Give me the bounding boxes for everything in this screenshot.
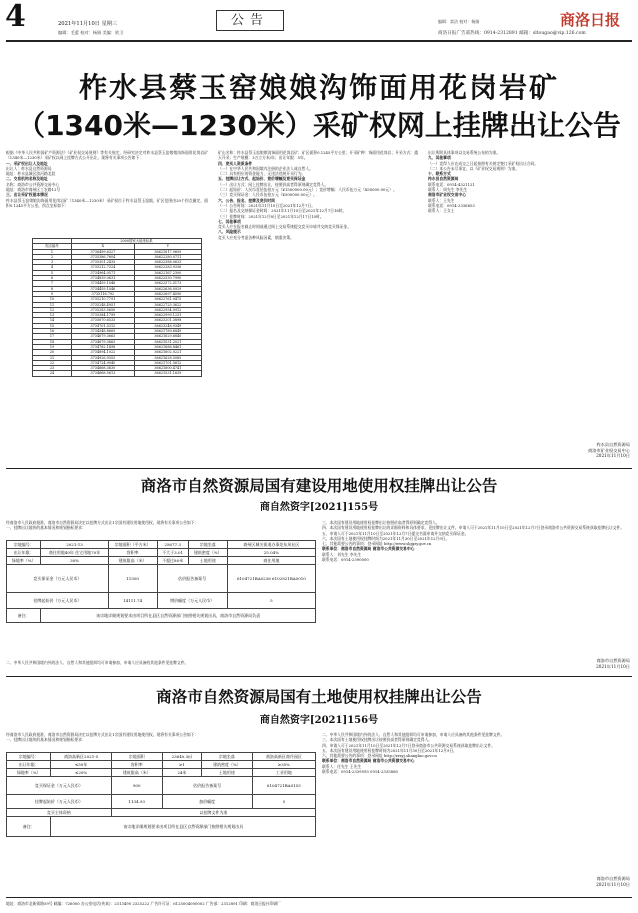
coord-cell: 11 [33,302,72,307]
coord-cell: 36623201.3898 [134,318,201,323]
notice2-text: 五、申请人可于2021年11月10日至2021年12月7日提交书面申请并交纳竞买保证金。 [322,530,469,536]
coord-cell: 24 [33,371,72,376]
table-cell: 建筑限高（米） [111,769,162,777]
coord-cell: 13 [33,313,72,318]
notice3-text: 六、其他需要公告的事项：登录网址 http://zrzyj.shangluo.gov.cn [322,753,437,759]
table-cell: 建筑密度（%） [188,549,227,557]
notice2-text: 二、中华人民共和国境内外的法人、自然人和其他组织均可申请参加，申请人应具备的其他条件见挂牌文件。 [6,660,189,665]
coord-cell: 3734782.1498 [72,344,135,349]
table-cell: 商住用地 [227,557,315,565]
notice3-intro: 经商洛市人民政府批准，商洛市自然资源局决定以挂牌方式出让1宗国有建设用地使用权。现将有关事项公告如下： [6,732,199,737]
notice2-intro: 经商洛市人民政府批准，商洛市自然资源局决定以挂牌方式出让1宗国有建设用地使用权。现将有关事项公告如下： [6,520,199,525]
notice1-heading: 十、联系方式 [428,171,451,177]
notice3-intro-block [6,732,314,743]
coord-cell: 3734839.0631 [72,276,135,281]
table-cell: 建筑限高（米） [108,557,157,565]
notice1-text: （一）公告时间：2021年11月10日至2021年12月7日。 [218,202,315,208]
notice3-right-col [322,732,632,774]
notice1-text: 柞水县蔡玉窑娘娘沟饰面用花岗岩矿（1340米—1230米）采矿权位于柞水县蔡玉窑镇，矿区范围由20个拐点圈定，面积0.1245平方公里。拐点坐标如下： [6,197,208,208]
notice2-contact: 联系人：刘先生 李先生 [322,551,362,557]
table-cell: 23640.3㎡ [162,753,201,761]
notice1-text: 矿山名称：柞水县蔡玉窑娘娘沟饰面用花岗岩矿；矿区面积0.1245平方公里；开采矿种：饰面用花岗岩；开采方式：露天开采；生产规模：3万立方米/年；出让年限：5年。 [218,150,418,161]
notice3-contact: 联系单位：商洛市自然资源局 商洛市公共资源交易中心 [322,758,415,764]
coord-table-caption: 2000国家大地坐标系 [72,239,202,244]
notice3-contact: 联系电话：0914-2339593 0914-2335880 [322,769,398,775]
coord-cell: 36621686.8461 [134,344,201,349]
table-cell: 1134.93 [111,795,162,809]
table-cell: 商住用地40年 住宅用地70年 [41,549,108,557]
section-divider [6,468,632,469]
table-cell: 商州区城关街道办事处东风社区 [227,541,315,549]
table-cell: 25.04% [227,549,315,557]
coord-cell: 36622280.0711 [134,254,201,259]
signature-date: 2021年11月10日 [596,453,630,459]
table-cell: 容积率 [111,761,162,769]
coord-cell: 3734668.5613 [72,371,135,376]
coord-cell: 36622572.5173 [134,281,201,286]
coord-cell: 3735386.7604 [72,254,135,259]
coord-cell: 3734724.9040 [72,360,135,365]
coord-cell: 3734894.1022 [72,350,135,355]
coord-cell: 1 [33,249,72,254]
notice2-text: 三、本次国有建设用地使用权挂牌出让按照价高者得原则确定竞得人。 [322,520,440,525]
table-cell: 该宗地详细规划要求由项目所在县区自然资源部门按照相关规划出具，商洛市自然资源局负责 [41,609,316,623]
notice3-contact: 联系人：任先生 王先生 [322,763,362,769]
notice1-text: 出让人：柞水县自然资源局 [6,165,52,171]
coord-cell: 36621789.6849 [134,329,201,334]
table-cell: 以挂牌文件为准 [111,809,315,817]
table-cell: 宗地面积（平方米） [108,541,157,549]
coord-cell: 36622725.3622 [134,302,201,307]
notice3-text: 四、申请人可于2021年11月10日至2021年12月7日登录商洛市公共资源交易系统获取挂牌出让文件。 [322,742,495,748]
table-cell: 宗地编号： [7,541,41,549]
coord-cell: 36622999.1231 [134,313,201,318]
notice1-text: （一）在中华人民共和国境内注册的企业法人或自然人。 [218,165,313,171]
notice1-text: 名称：商洛市公共资源交易中心 [6,181,60,187]
coord-cell: 3734964.0571 [72,270,135,275]
coord-cell: 8 [33,286,72,291]
coord-cell: 3735283.5650 [72,307,135,312]
signature-org: 商洛市矿业权交易中心 [588,447,630,453]
notice1-col3 [428,150,632,214]
coord-cell: 3734459.1046 [72,281,135,286]
page-number: 4 [5,0,26,34]
newspaper-logo: 商洛日报 [560,11,621,29]
signature-org: 柞水县自然资源局 [596,442,630,447]
coord-head: X [72,244,135,249]
table-cell: ≤50年 [51,761,111,769]
footer-info: 地址：商洛市北新街路59号 邮编：726000 办公室电话(传真)：2313490 2325222 广告许可证：6125004000002 广告部：2312891 印刷：商洛日报社印刷厂 [6,901,281,906]
notice1-heading: 五、挂牌出让方式、起始价、竞价增幅及竞买保证金 [218,176,306,182]
notice1-heading: 八、风险提示 [218,229,241,235]
coord-cell: 20 [33,350,72,355]
coord-cell: 36621628.5085 [134,355,201,360]
notice2-text: 六、本次国有土地使用权挂牌时间为2021年11月30日至2021年12月9日。 [322,535,450,541]
notice2-text: 一、挂牌出让地块的基本情况和规划指标要求： [6,525,86,531]
table-cell: 900 [111,777,162,795]
notice1-text: 地址：商洛市商州区工农路12号 [6,187,61,193]
notice2-subtitle: 商自然资字[2021]155号 [259,502,379,513]
table-cell: 不超过80米 [157,557,188,565]
notice1-heading: 四、竞买人资质条件 [218,160,253,166]
table-cell: 估价报告备案号 [157,565,227,593]
coord-cell: 3734679.3663 [72,334,135,339]
coord-cell: 23 [33,366,72,371]
notice3-subtitle: 商自然资字[2021]156号 [259,715,379,726]
editor-credits: 编辑：毛蕾 校对：杨娟 美编：欧卫 [58,30,124,35]
table-cell: 挂牌起始价（万元人民币） [7,795,112,809]
contact-line: 联系人：王先生 [428,197,455,203]
notice2-signature [500,658,630,669]
notice1-text: （三）挂牌时间：2021年12月8日至2021年12月17日10时。 [218,213,324,219]
table-cell: 宗地坐落 [202,753,253,761]
coord-cell: 36621600.4741 [134,366,201,371]
contact-line: 联系人：王女士 [428,208,455,214]
notice1-text: （一）竞得人应在成交之日起按照有关规定签订采矿权出让合同。 [428,160,539,166]
coord-cell: 10 [33,297,72,302]
coord-cell: 36621701.5612 [134,360,201,365]
coord-cell: 36622761.9475 [134,297,201,302]
table-cell: 宗地面积 [111,753,162,761]
coord-cell: 9 [33,291,72,296]
notice1-heading: 六、公告、报名、挂牌及竞价时间 [218,197,275,203]
coord-head: Y [134,244,201,249]
table-cell: 商洛高新区商丹园区 [252,753,315,761]
coord-cell: 22 [33,360,72,365]
notice3-parcel-table [6,752,316,837]
notice1-title-line2: （1340米—1230米）采矿权网上挂牌出让公告 [17,109,621,142]
notice2-parcel-table [6,540,316,623]
notice3-text: 三、本次国有土地使用权挂牌出让按照价高者得原则确定竞得人。 [322,737,433,743]
table-cell: 土地用途 [188,557,227,565]
table-cell: 25677.3 [157,541,188,549]
coord-cell: 6 [33,276,72,281]
coord-cell: 3736499.6327 [72,249,135,254]
coordinate-table [32,238,202,377]
table-cell: 不大于3.01 [157,549,188,557]
section-divider [6,676,632,677]
coord-cell: 36621031.2021 [134,339,201,344]
notice2-contact: 联系电话：0914-2390000 [322,557,369,563]
notice2-text: 七、其他需要公告的事项：登录网址 http://www.slggzy.gov.cn [322,541,432,547]
table-cell: 备注： [7,817,51,837]
signature-date: 2021年11月10日 [596,881,630,887]
coord-cell: 3735670.6533 [72,318,135,323]
notice1-text: （二）具有相应的资金能力，无违法违规开采行为。 [218,171,306,177]
table-cell: 5 [227,593,315,609]
notice1-text: 出让所附具体事项以交易系统公布的为准。 [428,150,501,155]
table-cell: 6104721BA0236 6102821BA0010 [227,565,315,593]
header-rule [6,40,632,42]
notice1-text: 竞买人应充分考虑各种风险因素，慎重决策。 [218,234,294,240]
coord-cell: 36622697.4090 [134,291,201,296]
coord-cell: 7 [33,281,72,286]
editor-line: 编辑：栾洁 校对：杨娟 [438,19,480,24]
table-cell: 宗地坐落 [188,541,227,549]
notice1-heading: 三、出让采矿权基本情况 [6,192,48,198]
notice1-col1 [6,150,208,208]
notice1-title-line1: 柞水县蔡玉窑娘娘沟饰面用花岗岩矿 [78,71,559,104]
table-cell: 竞买保证金（万元人民币） [7,565,109,593]
coord-cell: 36622530.7990 [134,276,201,281]
ad-hotline: 商洛日报广告部热线：0914-2312891 邮箱：sltougao@vip.126.com [438,31,586,36]
notice1-heading: 二、交易机构名称及地址 [6,176,48,182]
section-label: 公告 [216,10,284,31]
coord-cell: 19 [33,344,72,349]
coord-cell: 21 [33,355,72,360]
notice3-text: 五、本次国有建设用地使用权挂牌时间为2021年11月30日至2021年12月9日。 [322,747,457,753]
coord-cell: 16 [33,329,72,334]
coord-cell: 36623248.9349 [134,323,201,328]
table-cell: 绿地率（%） [7,769,51,777]
signature-org: 商洛市自然资源局 [596,876,630,881]
coord-cell: 3735248.4951 [72,302,135,307]
table-cell: 24米 [162,769,201,777]
coord-cell: 3734459.1046 [72,286,135,291]
coord-cell: 3734679.3663 [72,339,135,344]
notice2-title: 商洛市自然资源局国有建设用地使用权挂牌出让公告 [140,477,498,495]
footer-rule [6,897,632,898]
table-cell: 备注： [7,609,41,623]
table-cell: 加价幅度 [162,795,252,809]
notice2-left-tail [6,660,314,665]
coord-cell: 3 [33,260,72,265]
table-cell: 容积率 [108,549,157,557]
table-cell: 2021-13 [41,541,108,549]
table-cell: 竞买保证金（万元人民币） [7,777,112,795]
coord-cell: 36622388.0633 [134,260,201,265]
contact-line: 联系电话：0914-4321121 [428,181,475,187]
table-cell: 挂牌起始价（万元人民币） [7,593,109,609]
coord-cell: 2 [33,254,72,259]
notice1-signature [500,442,630,459]
coord-row [33,371,202,376]
table-cell: 出让年限： [7,549,41,557]
notice2-intro-block [6,520,314,531]
issue-date: 2021年11月10日 星期三 [58,21,118,27]
coord-cell: 36621617.9609 [134,249,201,254]
table-cell: ≥1 [162,761,201,769]
notice2-right-col [322,520,632,562]
table-cell: 估价报告备案号 [162,777,252,795]
table-cell: 14111.74 [108,593,157,609]
coord-cell: 3735116.792 [72,291,135,296]
coord-cell: 36621531.1639 [134,371,201,376]
coord-cell: 3734926.9353 [72,355,135,360]
notice3-title: 商洛市自然资源局国有土地使用权挂牌出让公告 [156,688,482,706]
notice3-text: 一、挂牌出让地块的基本情况和规划指标要求： [6,737,86,743]
coord-cell: 36621629.6840 [134,334,201,339]
coord-cell: 12 [33,307,72,312]
coord-cell: 3734548.8665 [72,329,135,334]
table-cell: 宗地编号： [7,753,51,761]
table-cell: ≥35% [252,761,315,769]
coord-cell: 5 [33,270,72,275]
notice1-text: 竞买人应在报名截止时间前通过网上交易系统提交竞买申请并交纳竞买保证金。 [218,224,351,230]
contact-line: 柞水县自然资源局 [428,176,459,182]
coord-cell: 3734701.5312 [72,323,135,328]
notice1-heading: 九、其他事项 [428,155,451,161]
table-cell: ≤20% [51,769,111,777]
coord-cell: 3735384.1799 [72,313,135,318]
contact-line: 商洛市矿业权交易中心 [428,192,466,198]
table-cell: 工业用地 [252,769,315,777]
coord-head: 拐点编号 [33,244,72,249]
notice3-text: 二、中华人民共和国境内外的法人、自然人和其他组织均可申请参加，申请人应具备的其他条件见挂牌文件。 [322,732,505,737]
notice1-heading: 一、采矿权出让人及地址 [6,160,48,166]
signature-org: 商洛市自然资源局 [596,658,630,663]
notice1-text: （二）报名及交纳保证金时间：2021年11月10日至2021年12月7日16时。 [218,208,347,214]
notice1-text: （三）竞买保证金：人民币伍拾万元（¥500000.00元）。 [218,192,317,198]
notice1-text: （一）出让方式：网上挂牌出让，按照价高者得原则确定竞得人。 [218,181,329,187]
coord-cell: 3734668.3630 [72,366,135,371]
coord-cell: 3735210.7791 [72,297,135,302]
table-cell: 出让年限： [7,761,51,769]
coord-cell: 36622283.9336 [134,265,201,270]
notice1-text: （二）本公告未尽事宜，以《矿业权交易规则》为准。 [428,165,520,171]
coord-cell: 36622167.2300 [134,270,201,275]
table-cell: 该宗地详细规划要求由项目所在县区自然资源部门按照相关规划出具 [51,817,316,837]
coord-cell: 36622636.0929 [134,286,201,291]
notice3-signature [500,876,630,887]
table-cell: 建筑密度（%） [202,761,253,769]
coord-cell: 36622954.0912 [134,307,201,312]
table-cell: 土地用途 [202,769,253,777]
notice1-contacts [428,176,632,213]
coord-cell: 15 [33,323,72,328]
notice1-heading: 七、其他事项 [218,218,241,224]
table-cell: 11500 [108,565,157,593]
notice1-text: （二）起始价：人民币壹佰伍拾万元（¥1500000.00元）；竞价增幅：人民币伍万元（¥50000.00元）。 [218,187,397,193]
table-cell: 5 [252,795,315,809]
coord-cell: 36621602.0221 [134,350,201,355]
signature-date: 2021年11月10日 [596,663,630,669]
notice1-col2 [218,150,418,240]
coord-cell: 4 [33,265,72,270]
contact-line: 联系电话：0914-2336653 [428,202,475,208]
table-cell: 竞买主体资格 [7,809,112,817]
coord-cell: 3735301.2435 [72,260,135,265]
coord-cell: 18 [33,339,72,344]
coord-cell: 14 [33,318,72,323]
table-cell: 商洛高新区2021-5 [51,753,111,761]
table-cell: 30% [41,557,108,565]
coord-cell: 3735212.7324 [72,265,135,270]
table-cell: 6104721BA0155 [252,777,315,795]
table-cell: 绿地率（%） [7,557,41,565]
notice2-contact: 联系单位：商洛市自然资源局 商洛市公共资源交易中心 [322,546,415,552]
coord-cell: 17 [33,334,72,339]
contact-line: 联系人：周先生 李先生 [428,187,468,193]
table-cell: 增价幅度（万元人民币） [157,593,227,609]
notice2-text: 四、本次国有建设用地使用权挂牌出让的详细资料和具体要求，见挂牌出让文件。申请人可于2021年11月10日至2021年12月7日登录商洛市公共资源交易系统获取挂牌出让文件。 [322,525,625,531]
notice1-text: 地址：柞水县城区滨河路北段 [6,171,56,177]
notice1-intro: 根据《中华人民共和国矿产资源法》《矿业权交易规则》等有关规定，经研究决定对柞水县蔡玉窑娘娘沟饰面用花岗岩矿（1340米—1230米）采矿权以网上挂牌方式公开出让。现将有关事项公告如下： [6,150,208,161]
